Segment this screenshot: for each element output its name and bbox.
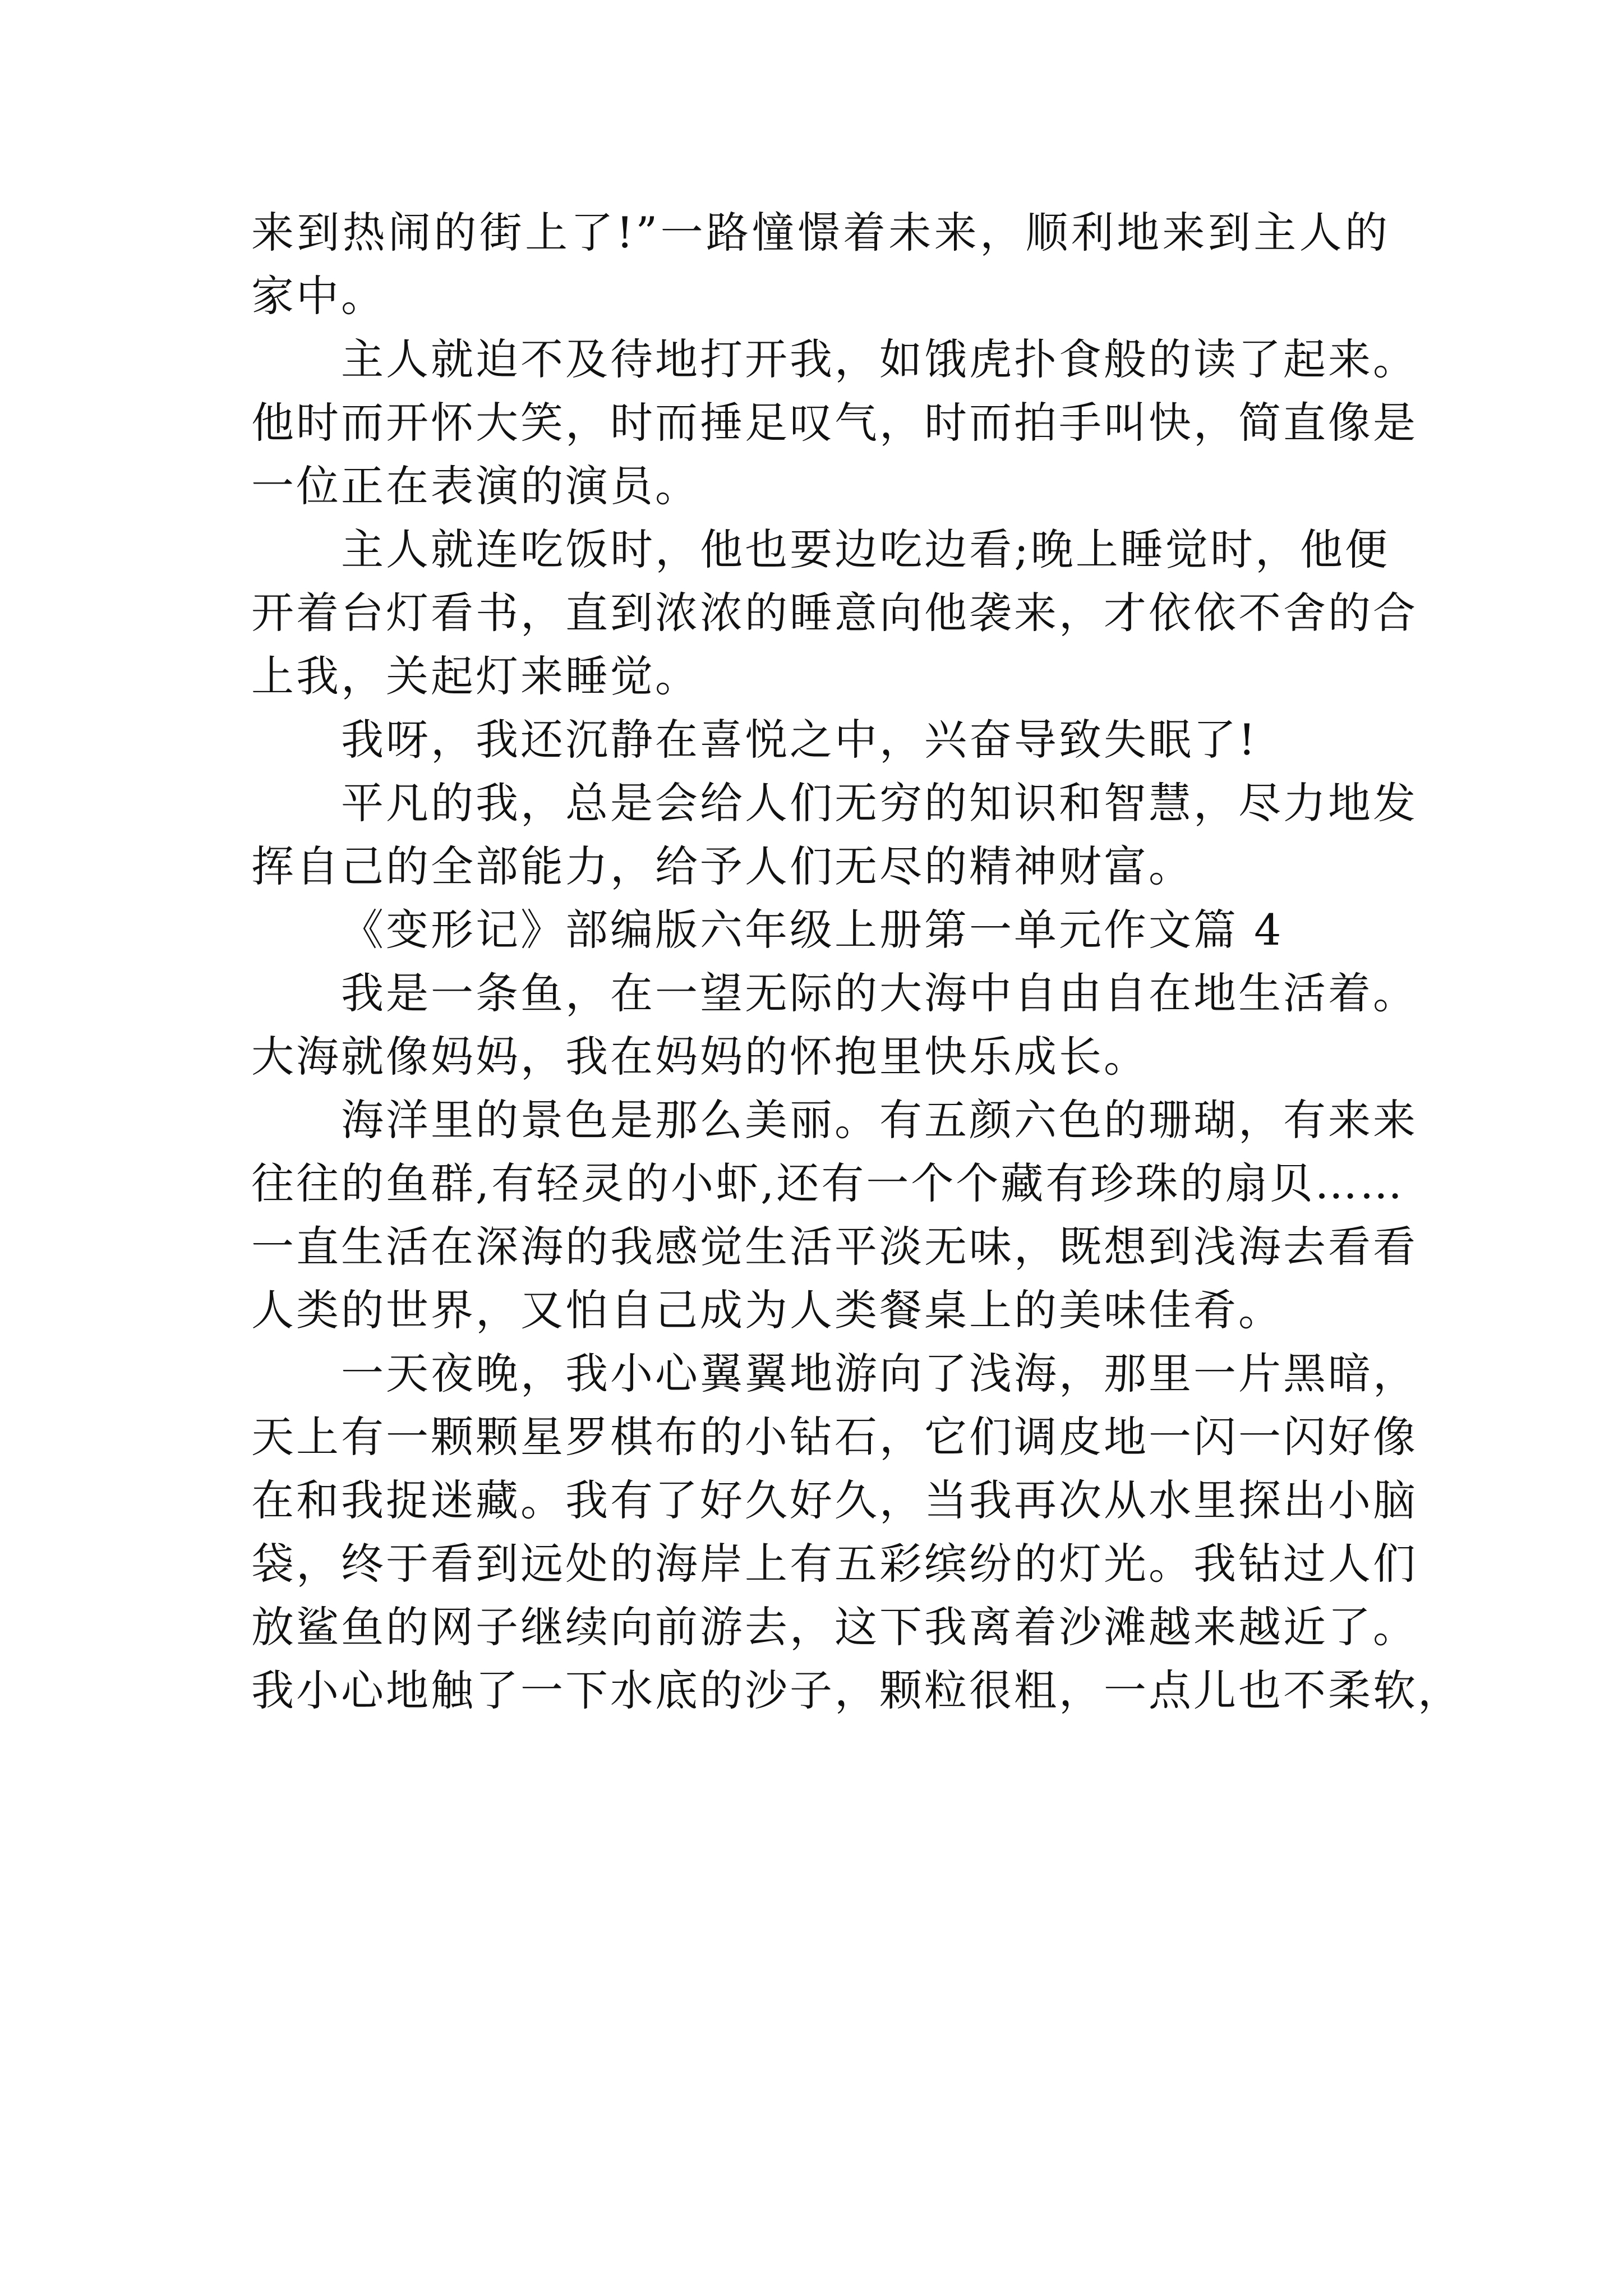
section-title: 《变形记》部编版六年级上册第一单元作文篇 4 bbox=[341, 905, 1284, 955]
text-line: 放鲨鱼的网子继续向前游去，这下我离着沙滩越来越近了。 bbox=[251, 1602, 1418, 1652]
text-line: 袋，终于看到远处的海岸上有五彩缤纷的灯光。我钻过人们 bbox=[251, 1539, 1418, 1589]
paragraph bbox=[251, 771, 1418, 898]
paragraph bbox=[251, 518, 1418, 708]
text-line: 大海就像妈妈，我在妈妈的怀抱里快乐成长。 bbox=[251, 1032, 1149, 1082]
paragraph bbox=[251, 961, 1418, 1088]
text-line: 主人就迫不及待地打开我，如饿虎扑食般的读了起来。 bbox=[341, 334, 1418, 384]
paragraph bbox=[251, 708, 1390, 771]
text-line: 人类的世界，又怕自己成为人类餐桌上的美味佳肴。 bbox=[251, 1285, 1283, 1335]
text-line: 主人就连吃饭时，他也要边吃边看;晚上睡觉时，他便 bbox=[341, 524, 1390, 574]
text-line: 往往的鱼群,有轻灵的小虾,还有一个个藏有珍珠的扇贝…… bbox=[251, 1158, 1405, 1208]
text-line: 我呀，我还沉静在喜悦之中，兴奋导致失眠了! bbox=[341, 715, 1258, 765]
paragraph bbox=[251, 1342, 1463, 1722]
text-line: 在和我捉迷藏。我有了好久好久，当我再次从水里探出小脑 bbox=[251, 1475, 1418, 1525]
section-heading bbox=[251, 898, 1390, 961]
paragraph bbox=[251, 328, 1418, 518]
text-line: 我是一条鱼，在一望无际的大海中自由自在地生活着。 bbox=[341, 968, 1418, 1018]
text-line: 我小心地触了一下水底的沙子，颗粒很粗，一点儿也不柔软， bbox=[251, 1665, 1463, 1715]
text-line: 平凡的我，总是会给人们无穷的知识和智慧，尽力地发 bbox=[341, 778, 1418, 828]
paragraph bbox=[251, 201, 1390, 328]
text-line: 一直生活在深海的我感觉生活平淡无味，既想到浅海去看看 bbox=[251, 1222, 1418, 1272]
text-line: 海洋里的景色是那么美丽。有五颜六色的珊瑚，有来来 bbox=[341, 1095, 1418, 1145]
text-line: 来到热闹的街上了!”一路憧憬着未来，顺利地来到主人的 bbox=[251, 208, 1390, 257]
text-line: 开着台灯看书，直到浓浓的睡意向他袭来，才依依不舍的合 bbox=[251, 588, 1418, 638]
document-body bbox=[251, 201, 1463, 1722]
text-line: 天上有一颗颗星罗棋布的小钻石，它们调皮地一闪一闪好像 bbox=[251, 1412, 1418, 1462]
text-line: 挥自己的全部能力，给予人们无尽的精神财富。 bbox=[251, 841, 1193, 891]
text-line: 家中。 bbox=[251, 271, 386, 321]
text-line: 一位正在表演的演员。 bbox=[251, 461, 700, 511]
text-line: 他时而开怀大笑，时而捶足叹气，时而拍手叫快，简直像是 bbox=[251, 398, 1418, 448]
text-line: 上我，关起灯来睡觉。 bbox=[251, 651, 700, 701]
paragraph bbox=[251, 1088, 1418, 1342]
text-line: 一天夜晚，我小心翼翼地游向了浅海，那里一片黑暗， bbox=[341, 1349, 1418, 1398]
